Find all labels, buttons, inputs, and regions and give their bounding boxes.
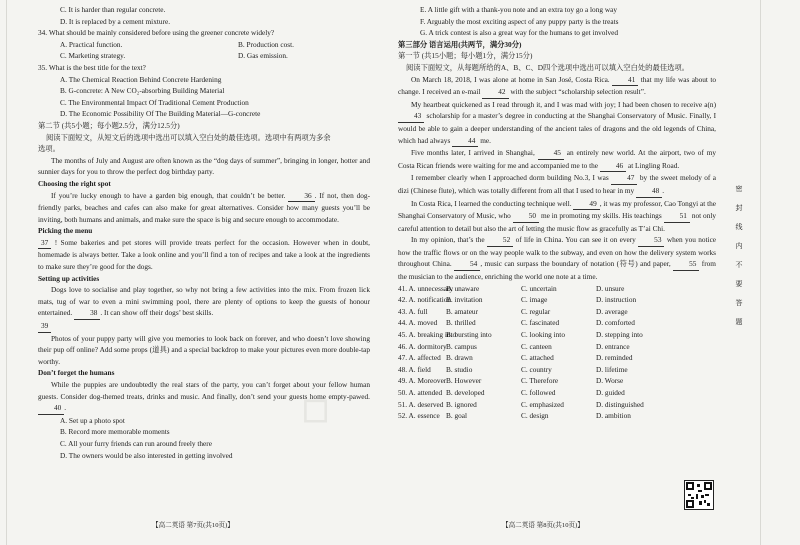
- q47-a: 47. A. affected: [398, 353, 441, 363]
- q42-c: C. image: [521, 295, 548, 305]
- section2-instruction: 阅读下面短文，从短文后的选项中选出可以填入空白处的最佳选项。选项中有两项为多余: [46, 132, 331, 142]
- q47-d: D. reminded: [596, 353, 633, 363]
- q41-d: D. unsure: [596, 283, 625, 293]
- q51-d: D. distinguished: [596, 399, 644, 409]
- q35-stem: 35. What is the best title for the text?: [38, 62, 146, 72]
- section2-heading: 第二节 (共5小题；每小题2.5分，满分12.5分): [38, 120, 180, 130]
- q52-c: C. design: [521, 411, 549, 421]
- qr-code: [684, 480, 714, 510]
- q48-c: C. country: [521, 364, 552, 374]
- section2-instruction-cont: 选项。: [38, 144, 60, 154]
- subheading-choosing-spot: Choosing the right spot: [38, 178, 111, 188]
- q48-a: 48. A. field: [398, 364, 431, 374]
- q45-a: 45. A. breaking into: [398, 330, 457, 340]
- q50-d: D. guided: [596, 388, 625, 397]
- passage-paragraph-5: While the puppies are undoubtedly the real stars of the party, you can’t forget about your fellow human guests. Consider dog-themed treats, drinks and music. And finally, don’t send your guests home empty-pawed. 40 .: [38, 379, 370, 415]
- passage-paragraph-3: Dogs love to socialise and play together, so why not bring a few activities into the mix. From frozen lick mats, tug of war to even a mini swimming pool, there are plenty of options to keep the guests of honour entertained. 38 . It can show off their dogs’ best skills.: [38, 284, 370, 320]
- page-8: [398, 0, 716, 422]
- q41-b: B. unaware: [446, 283, 480, 293]
- cloze-paragraph-2: My heartbeat quickened as I read through it, and I was mad with joy; I had been chosen to receive a(n) 43 scholarship for a master’s degree in conducting at the Shanghai Conservatory of Music. Finally, I would be able to gain a deeper understanding of the ancient tales of dragons and the old legends of China, which had always 44 me.: [398, 99, 716, 147]
- q46-c: C. canteen: [521, 341, 552, 351]
- q52-b: B. goal: [446, 411, 468, 421]
- passage-paragraph-1: If you’re lucky enough to have a garden big enough, that couldn’t be better. 36 . If not, then dog-friendly parks, beaches and cafes can also make for great alternatives. Consider how many guests you’ll be inviting, both humans and animals, and make sure the space is big and secure enough to accommodate.: [38, 190, 371, 224]
- blank-53: 53: [638, 234, 664, 247]
- q43-d: D. average: [596, 306, 628, 316]
- q44-a: 44. A. moved: [398, 318, 438, 328]
- option-a: A. Set up a photo spot: [60, 415, 125, 425]
- page-7: [38, 0, 370, 461]
- blank-46: 46: [600, 160, 626, 173]
- q34-stem: 34. What should be mainly considered before using the greener concrete widely?: [38, 28, 275, 38]
- q43-c: C. regular: [521, 306, 551, 316]
- q45-c: C. looking into: [521, 330, 565, 340]
- q33-option-c: C. It is harder than regular concrete.: [60, 5, 166, 14]
- seal-line-margin-text: 密 封 线 内 不 要 答 题: [735, 185, 743, 326]
- cloze-paragraph-5: In Costa Rica, I learned the conducting technique well. 49 , it was my professor, Cao Tongyi at the Shanghai Conservatory of Music, who 50 me in promoting my skills. His teachings 51 not only careful attention to detail but also the art of letting the music flow as gracefully as T’ai Chi.: [398, 198, 717, 233]
- q41-a: 41. A. unnecessary: [398, 283, 454, 293]
- q34-option-c: C. Marketing strategy.: [60, 51, 126, 61]
- subheading-humans: Don’t forget the humans: [38, 368, 115, 378]
- q34-options-row2: [38, 50, 370, 62]
- answer-options-grid: [398, 283, 716, 422]
- option-b: B. Record more memorable moments: [60, 427, 170, 437]
- part3-heading: 第三部分 语言运用(共两节，满分30分): [398, 39, 522, 49]
- subheading-activities: Setting up activities: [38, 273, 100, 283]
- q43-a: 43. A. full: [398, 306, 428, 316]
- passage-intro: The months of July and August are often known as the “dog days of summer”, bringing in longer, hotter and sunnier days for you to throw the perfect dog birthday party.: [38, 155, 370, 177]
- blank-40: 40: [38, 402, 64, 415]
- q35-option-a: A. The Chemical Reaction Behind Concrete Hardening: [60, 74, 222, 84]
- q49-a: 49. A. Moreover: [398, 376, 447, 386]
- q42-d: D. instruction: [596, 295, 637, 305]
- q34-options-row1: [38, 39, 370, 51]
- q51-a: 51. A. deserved: [398, 399, 444, 409]
- option-d: D. The owners would be also interested in getting involved: [60, 450, 233, 460]
- q34-option-b: B. Production cost.: [238, 39, 294, 49]
- cloze-paragraph-4: I remember clearly when I approached dorm building No.3, I was 47 by the sweet melody of a dizi (Chinese flute), which was totally different from all that I used to hear in my 48 .: [398, 172, 716, 197]
- blank-51: 51: [664, 210, 690, 223]
- blank-36: 36: [288, 190, 314, 203]
- watermark: ▫: [300, 380, 332, 434]
- option-g: G. A trick contest is also a great way for the humans to get involved: [420, 28, 618, 38]
- cloze-paragraph-6: In my opinion, that’s the 52 of life in China. You can see it on every 53 when you notice how the traffic flows or on the way people walk to the subway, and even on how the delivery system works throughout China. 54 , music can surpass the boundary of notation (符号) and paper, 55 from the musician to the audience, enriching the world one note at a time.: [398, 235, 717, 282]
- blank-47: 47: [611, 172, 637, 185]
- q45-b: B. bursting into: [446, 330, 492, 340]
- blank-42: 42: [482, 86, 508, 99]
- q42-b: B. invitation: [446, 295, 483, 305]
- cloze-paragraph-1: On March 18, 2018, I was alone at home in San José, Costa Rica. 41 that my life was about to change. I received an e-mail 42 with the subject “scholarship selection result”.: [398, 74, 716, 99]
- q49-b: B. However: [446, 376, 482, 386]
- q44-d: D. comforted: [596, 318, 635, 328]
- q47-c: C. attached: [521, 353, 554, 363]
- blank-38: 38: [74, 307, 100, 320]
- q33-option-d: D. It is replaced by a cement mixture.: [60, 16, 171, 26]
- q45-d: D. stepping into: [596, 330, 643, 340]
- q46-d: D. entrance: [596, 341, 630, 351]
- section1-heading: 第一节 (共15小题；每小题1分，满分15分): [398, 51, 533, 61]
- q42-a: 42. A. notification: [398, 295, 452, 305]
- option-c: C. All your furry friends can run around freely there: [60, 438, 212, 448]
- q34-option-a: A. Practical function.: [60, 39, 123, 49]
- blank-45: 45: [538, 147, 564, 160]
- q46-b: B. campus: [446, 341, 477, 351]
- blank-50: 50: [513, 210, 539, 223]
- q50-b: B. developed: [446, 388, 485, 397]
- section1-instruction: 阅读下面短文，从每题所给的A、B、C、D四个选项中选出可以填入空白处的最佳选项。: [406, 62, 689, 72]
- q49-d: D. Worse: [596, 376, 624, 386]
- blank-49: 49: [573, 198, 599, 211]
- q35-option-d: D. The Economic Possibility Of The Building Material—G-concrete: [60, 109, 261, 119]
- q41-c: C. uncertain: [521, 283, 557, 293]
- cloze-paragraph-3: Five months later, I arrived in Shanghai, 45 an entirely new world. At the airport, two of my Costa Rican friends were waiting for me and accompanied me to the 46 at Lingling Road.: [398, 147, 716, 172]
- page-8-footer: 【高二英语 第8页(共10页)】: [502, 522, 584, 529]
- option-f: F. Arguably the most exciting aspect of any puppy party is the treats: [420, 16, 619, 26]
- q43-b: B. amateur: [446, 306, 479, 316]
- blank-55: 55: [673, 258, 699, 271]
- blank-39: 39: [38, 320, 51, 333]
- blank-37: 37: [38, 237, 51, 250]
- blank-54: 54: [454, 258, 480, 271]
- q47-b: B. drawn: [446, 353, 473, 363]
- q49-c: C. Therefore: [521, 376, 559, 386]
- q51-b: B. ignored: [446, 399, 477, 409]
- page-7-footer: 【高二英语 第7页(共10页)】: [152, 522, 234, 529]
- option-e: E. A little gift with a thank-you note and an extra toy go a long way: [420, 5, 617, 14]
- passage-paragraph-4: Photos of your puppy party will give you memories to look back on forever, and who doesn’t love showing their pup off online? Add some props (道具) and a special backdrop to make your pictures even more double-tap worthy.: [38, 333, 370, 366]
- q48-d: D. lifetime: [596, 364, 628, 374]
- q44-c: C. fascinated: [521, 318, 560, 328]
- q52-d: D. ambition: [596, 411, 631, 421]
- blank-44: 44: [452, 135, 478, 148]
- blank-43: 43: [398, 110, 424, 123]
- blank-41: 41: [612, 74, 638, 87]
- q46-a: 46. A. dormitory: [398, 341, 447, 351]
- q34-option-d: D. Gas emission.: [238, 51, 288, 61]
- q52-a: 52. A. essence: [398, 411, 440, 421]
- q50-c: C. followed: [521, 388, 556, 397]
- blank-52: 52: [487, 234, 513, 247]
- q35-option-b: B. G-concrete: A New CO₂-absorbing Building Material: [60, 86, 225, 96]
- q50-a: 50. A. attended: [398, 388, 443, 397]
- q48-b: B. studio: [446, 364, 473, 374]
- q35-option-c: C. The Environmental Impact Of Traditional Cement Production: [60, 97, 249, 107]
- subheading-picking-menu: Picking the menu: [38, 226, 93, 236]
- blank-48: 48: [636, 185, 662, 198]
- passage-paragraph-2: 37 ! Some bakeries and pet stores will provide treats perfect for the occasion. However when in doubt, homemade is always better. Take a look online and you’ll find a ton of recipes and take a look at the ingredients to make sure they’re good for the dogs.: [38, 237, 370, 272]
- q44-b: B. thrilled: [446, 318, 476, 328]
- q51-c: C. emphasized: [521, 399, 564, 409]
